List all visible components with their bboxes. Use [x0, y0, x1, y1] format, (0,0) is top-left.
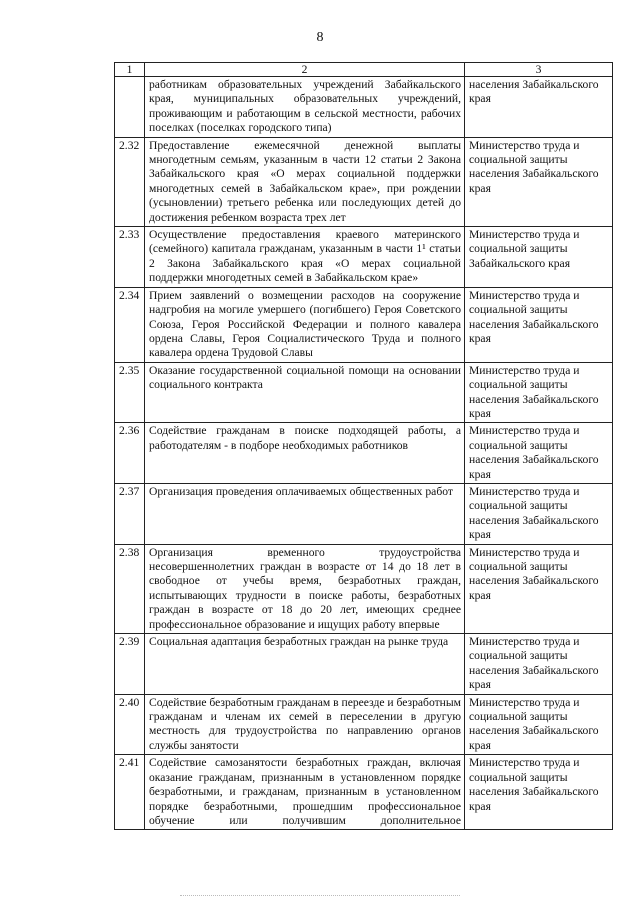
column-header-1: 1: [115, 63, 145, 77]
table-row: [115, 544, 613, 633]
responsible-agency: Министерство труда и социальной защиты населения Забайкальского края: [465, 287, 613, 362]
service-description: Содействие безработным гражданам в переезде и безработным гражданам и членам их семей в переселении в другую местность для трудоустройства по направлению органов службы занятости: [145, 694, 465, 755]
service-description: Организация проведения оплачиваемых общественных работ: [145, 483, 465, 544]
table-row: [115, 137, 613, 226]
table-row: [115, 483, 613, 544]
responsible-agency: Министерство труда и социальной защиты населения Забайкальского края: [465, 423, 613, 484]
row-number: 2.41: [115, 755, 145, 830]
service-description: Организация временного трудоустройства несовершеннолетних граждан в возрасте от 14 до 18 лет в свободное от учебы время, безработных граждан, испытывающих трудности в поиске работы, безработных граждан в возрасте от 18 до 20 лет, имеющих среднее профессиональное образование и ищущих работу впервые: [145, 544, 465, 633]
service-description: Социальная адаптация безработных граждан на рынке труда: [145, 634, 465, 695]
responsible-agency: населения Забайкальского края: [465, 77, 613, 138]
row-number: 2.39: [115, 634, 145, 695]
row-number: 2.40: [115, 694, 145, 755]
row-number: 2.35: [115, 362, 145, 423]
service-description: Предоставление ежемесячной денежной выплаты многодетным семьям, указанным в части 12 статьи 2 Закона Забайкальского края «О мерах социальной поддержки многодетных семей в Забайкальском крае», при рождении (усыновлении) третьего ребенка или последующих детей до достижения ребенком возраста трех лет: [145, 137, 465, 226]
row-number: 2.33: [115, 227, 145, 288]
responsible-agency: Министерство труда и социальной защиты населения Забайкальского края: [465, 362, 613, 423]
row-number: [115, 77, 145, 138]
responsible-agency: Министерство труда и социальной защиты Забайкальского края: [465, 227, 613, 288]
responsible-agency: Министерство труда и социальной защиты населения Забайкальского края: [465, 137, 613, 226]
row-number: 2.38: [115, 544, 145, 633]
table-row: [115, 227, 613, 288]
table-header-row: [115, 63, 613, 77]
services-table: [114, 62, 613, 830]
service-description: Осуществление предоставления краевого материнского (семейного) капитала гражданам, указанным в части 1¹ статьи 2 Закона Забайкальского края «О мерах социальной поддержки многодетных семей в Забайкальском крае»: [145, 227, 465, 288]
responsible-agency: Министерство труда и социальной защиты населения Забайкальского края: [465, 483, 613, 544]
table-row: [115, 362, 613, 423]
column-header-3: 3: [465, 63, 613, 77]
service-description: Оказание государственной социальной помощи на основании социального контракта: [145, 362, 465, 423]
responsible-agency: Министерство труда и социальной защиты населения Забайкальского края: [465, 544, 613, 633]
footer-divider: [180, 895, 460, 897]
responsible-agency: Министерство труда и социальной защиты населения Забайкальского края: [465, 755, 613, 830]
page-number: 8: [316, 30, 324, 45]
table-row: [115, 694, 613, 755]
table-row: [115, 755, 613, 830]
table-row: [115, 423, 613, 484]
responsible-agency: Министерство труда и социальной защиты населения Забайкальского края: [465, 634, 613, 695]
table-row: [115, 77, 613, 138]
service-description: Содействие самозанятости безработных граждан, включая оказание гражданам, признанным в установленном порядке безработными, и гражданам, признанным в установленном порядке безработными, прошедшим профессиональное обучение или получившим дополнительное: [145, 755, 465, 830]
row-number: 2.34: [115, 287, 145, 362]
row-number: 2.36: [115, 423, 145, 484]
service-description: Прием заявлений о возмещении расходов на сооружение надгробия на могиле умершего (погибшего) Героя Советского Союза, Героя Российской Федерации и полного кавалера ордена Славы, Героя Социалистического Труда и полного кавалера ордена Трудовой Славы: [145, 287, 465, 362]
row-number: 2.32: [115, 137, 145, 226]
column-header-2: 2: [145, 63, 465, 77]
responsible-agency: Министерство труда и социальной защиты населения Забайкальского края: [465, 694, 613, 755]
table-row: [115, 287, 613, 362]
row-number: 2.37: [115, 483, 145, 544]
service-description: Содействие гражданам в поиске подходящей работы, а работодателям - в подборе необходимых работников: [145, 423, 465, 484]
service-description: работникам образовательных учреждений Забайкальского края, муниципальных образовательных учреждений, проживающим и работающим в сельской местности, рабочих поселках (поселках городского типа): [145, 77, 465, 138]
table-row: [115, 634, 613, 695]
